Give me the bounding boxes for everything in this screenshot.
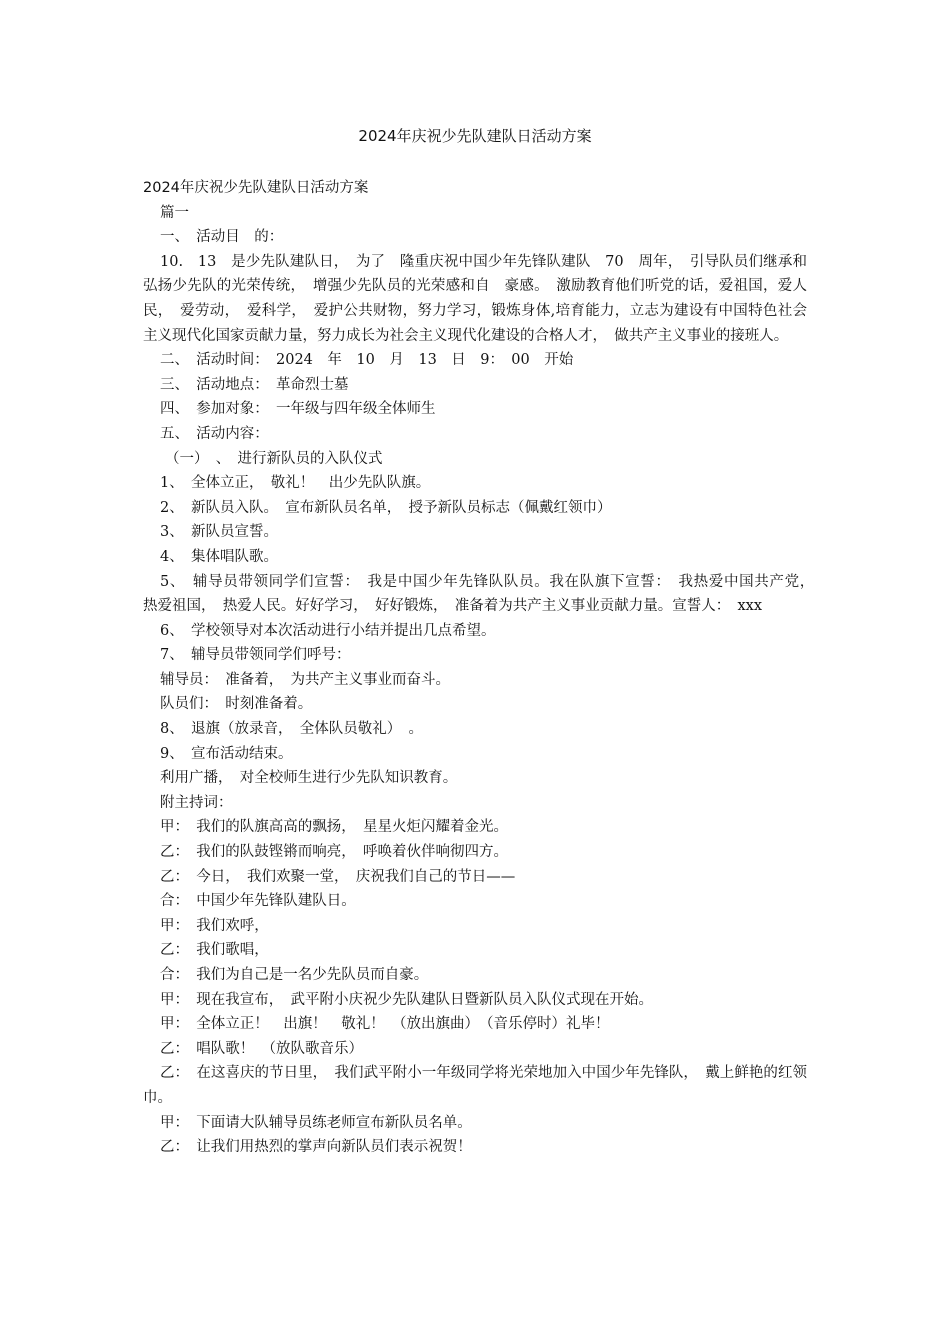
body-line: 附主持词： [160,794,233,811]
body-line: 5、 辅导员带领同学们宣誓： 我是中国少年先锋队队员。我在队旗下宣誓： 我热爱中国共产党， 热爱祖国， 热爱人民。好好学习， 好好锻炼， 准备着为共产主义事业贡献力量。宣誓人： xxx [143,573,822,615]
body-line: 乙： 今日， 我们欢聚一堂， 庆祝我们自己的节日—— [160,868,516,885]
body-line: 乙： 让我们用热烈的掌声向新队员们表示祝贺！ [160,1139,472,1156]
body-line: 10. 13 是少先队建队日， 为了 隆重庆祝中国少年先锋队建队 70 周年， 引导队员们继承和弘扬少先队的光荣传统， 增强少先队员的光荣感和自 豪感。 激励教育他们听党的话，爱祖国，爱人民， 爱劳动， 爱科学， 爱护公共财物，努力学习，锻炼身体,培育能力，立志为建设有中国特色社会主义现代化国家贡献力量，努力成长为社会主义现代化建设的合格人才， 做共产主义事业的接班人。 [143,253,807,344]
body-line: 乙： 在这喜庆的节日里， 我们武平附小一年级同学将光荣地加入中国少年先锋队， 戴上鲜艳的红领巾。 [143,1065,807,1106]
body-line: 合： 我们为自己是一名少先队员而自豪。 [160,967,429,983]
body-line: 乙： 我们的队鼓铿锵而响亮， 呼唤着伙伴响彻四方。 [160,844,508,861]
body-line: 甲： 我们的队旗高高的飘扬， 星星火炬闪耀着金光。 [160,819,508,836]
body-line: 辅导员： 准备着， 为共产主义事业而奋斗。 [160,671,450,688]
document-body [143,176,822,1160]
body-line: 8、 退旗（放录音， 全体队员敬礼） 。 [160,721,423,738]
body-line: 甲： 下面请大队辅导员练老师宣布新队员名单。 [160,1114,472,1131]
body-line: 队员们： 时刻准备着。 [160,696,313,713]
body-line: 五、 活动内容： [160,425,269,442]
body-line: 6、 学校领导对本次活动进行小结并提出几点希望。 [160,622,496,639]
page-title: 2024年庆祝少先队建队日活动方案 [358,127,592,145]
body-line: 三、 活动地点： 革命烈士墓 [160,376,349,393]
body-line: 合： 中国少年先锋队建队日。 [160,893,356,910]
body-line: 四、 参加对象： 一年级与四年级全体师生 [160,401,436,418]
body-line: 二、 活动时间： 2024 年 10 月 13 日 9： 00 开始 [160,352,574,369]
body-line: 2、 新队员入队。 宣布新队员名单， 授予新队员标志（佩戴红领巾） [160,499,612,516]
body-line: 一、 活动目 的： [160,229,284,246]
body-line: 篇一 [160,204,189,221]
body-line: 3、 新队员宣誓。 [160,524,278,541]
body-line: 2024年庆祝少先队建队日活动方案 [143,180,369,196]
body-line: 利用广播， 对全校师生进行少先队知识教育。 [160,770,458,787]
body-line: 4、 集体唱队歌。 [160,548,278,565]
body-line: 乙： 我们歌唱， [160,942,269,959]
body-line: 甲： 全体立正！ 出旗！ 敬礼！ （放出旗曲） （音乐停时）礼毕！ [160,1016,610,1033]
body-line: 1、 全体立正， 敬礼！ 出少先队队旗。 [160,475,431,492]
body-line: 甲： 我们欢呼， [160,917,269,934]
body-line: 7、 辅导员带领同学们呼号： [160,647,351,664]
body-line: 甲： 现在我宣布， 武平附小庆祝少先队建队日暨新队员入队仪式现在开始。 [160,991,653,1008]
body-line: 9、 宣布活动结束。 [160,745,293,762]
body-line: （一） 、 进行新队员的入队仪式 [165,450,383,467]
body-line: 乙： 唱队歌！ （放队歌音乐） [160,1040,363,1057]
